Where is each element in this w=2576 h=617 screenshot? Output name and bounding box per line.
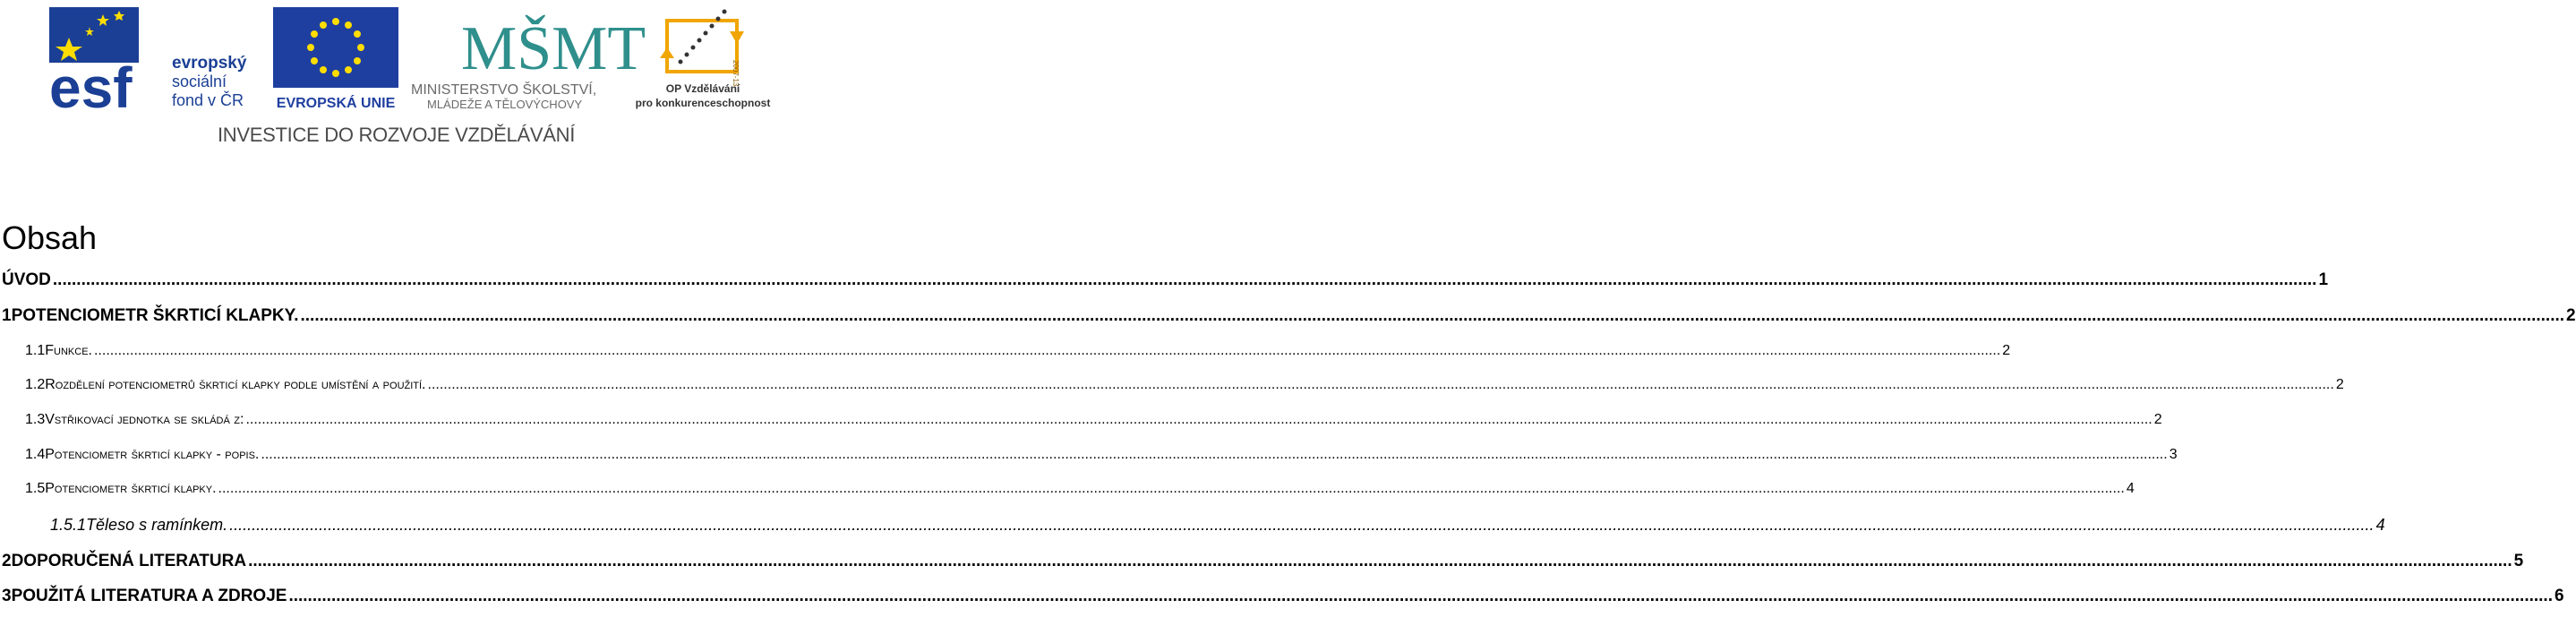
esf-mark: esf xyxy=(49,56,133,120)
msmt-logo xyxy=(407,4,646,112)
svg-text:pro konkurenceschopnost: pro konkurenceschopnost xyxy=(635,97,771,109)
svg-text:MINISTERSTVO ŠKOLSTVÍ,: MINISTERSTVO ŠKOLSTVÍ, xyxy=(411,82,597,98)
toc-entry[interactable]: 1.1 Funkce. ..... 2 xyxy=(0,343,860,368)
esf-logo xyxy=(49,7,264,120)
page-title: Obsah xyxy=(2,219,98,256)
svg-text:fond v ČR: fond v ČR xyxy=(172,91,244,109)
eu-flag-logo xyxy=(273,7,398,110)
toc-entry[interactable]: 1 POTENCIOMETR ŠKRTICÍ KLAPKY. ..... 2 xyxy=(0,306,860,331)
toc-entry[interactable]: 1.4 Potenciometr škrticí klapky - popis. ..... 3 xyxy=(0,447,860,472)
svg-text:OP Vzdělávání: OP Vzdělávání xyxy=(665,82,740,95)
toc-entry[interactable]: ÚVOD ..... 1 xyxy=(0,270,860,296)
toc-entry[interactable]: 2 DOPORUČENÁ LITERATURA ..... 5 xyxy=(0,552,860,577)
op-vzdelavani-logo xyxy=(631,4,775,112)
svg-text:sociální: sociální xyxy=(172,73,227,90)
svg-text:MLÁDEŽE A TĚLOVÝCHOVY: MLÁDEŽE A TĚLOVÝCHOVY xyxy=(427,98,583,111)
tagline: INVESTICE DO ROZVOJE VZDĚLÁVÁNÍ xyxy=(218,124,576,146)
svg-text:evropský: evropský xyxy=(172,54,247,73)
toc-entry[interactable]: 1.5.1 Těleso s ramínkem. ..... 4 xyxy=(0,516,860,541)
header-logos xyxy=(0,0,860,152)
msmt-mark: MŠMT xyxy=(461,14,646,83)
svg-text:2007-13: 2007-13 xyxy=(732,60,740,87)
toc-entry[interactable]: 3 POUŽITÁ LITERATURA A ZDROJE ..... 6 xyxy=(0,587,860,612)
toc-entry[interactable]: 1.5 Potenciometr škrticí klapky. ..... 4 xyxy=(0,481,860,506)
eu-label: EVROPSKÁ UNIE xyxy=(276,96,396,111)
toc-entry[interactable]: 1.2 Rozdělení potenciometrů škrticí klapky podle umístění a použití. ..... 2 xyxy=(0,377,860,402)
toc-entry[interactable]: 1.3 Vstřikovací jednotka se skládá z: ..... 2 xyxy=(0,412,860,437)
